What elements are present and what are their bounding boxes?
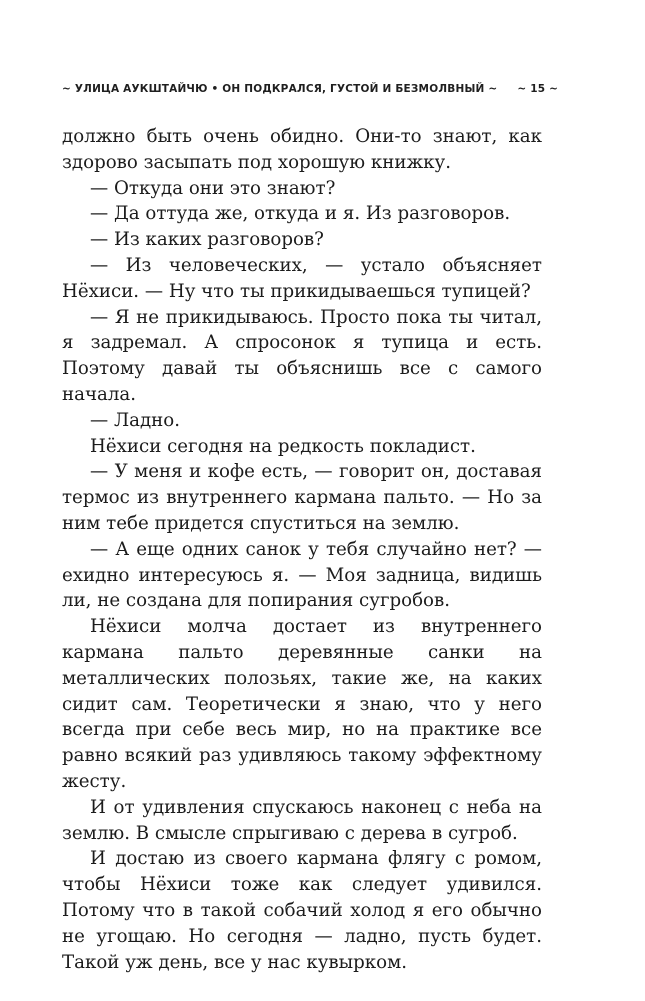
paragraph: — А еще одних санок у тебя случайно нет? — ехидно интересуюсь я. — Моя задница, видишь ли, не создана для попирания сугробов. [62, 538, 542, 612]
paragraph: И достаю из своего кармана флягу с ромом, чтобы Нёхиси тоже как следует удивился. Потому что в такой собачий холод я его обычно не угощаю. Но сегодня — ладно, пусть будет. Такой уж день, все у нас кувырком. [62, 848, 542, 973]
body-text [62, 124, 542, 975]
running-header [62, 80, 559, 98]
paragraph: — Из каких разговоров? [90, 229, 324, 251]
paragraph: — У меня и кофе есть, — говорит он, доставая термос из внутреннего кармана пальто. — Но за ним тебе придется спуститься на землю. [62, 461, 542, 534]
paragraph: Нёхиси молча достает из внутреннего кармана пальто деревянные санки на металлических полозьях, такие же, на каких сидит сам. Теоретически я знаю, что у него всегда при себе весь мир, но на практике все равно всякий раз удивляюсь такому эффектному жесту. [62, 616, 542, 792]
paragraph: — Откуда они это знают? [90, 177, 336, 199]
paragraph: — Из человеческих, — устало объясняет Нёхиси. — Ну что ты прикидываешься тупицей? [62, 254, 542, 302]
paragraph: И от удивления спускаюсь наконец с неба на землю. В смысле спрыгиваю с дерева в сугроб. [62, 796, 542, 844]
paragraph: — Ладно. [90, 409, 181, 431]
paragraph: — Да оттуда же, откуда и я. Из разговоров. [90, 203, 511, 225]
paragraph-continuation: должно быть очень обидно. Они-то знают, как здорово засыпать под хорошую книжку. [62, 126, 542, 173]
page-number: ~ 15 ~ [517, 83, 559, 95]
running-title: ~ УЛИЦА АУКШТАЙЧЮ • ОН ПОДКРАЛСЯ, ГУСТОЙ И БЕЗМОЛВНЫЙ ~ [62, 83, 498, 95]
paragraph: Нёхиси сегодня на редкость покладист. [90, 435, 476, 457]
paragraph: — Я не прикидываюсь. Просто пока ты читал, я задремал. А спросонок я тупица и есть. Поэтому давай ты объяснишь все с самого начала. [62, 306, 542, 405]
